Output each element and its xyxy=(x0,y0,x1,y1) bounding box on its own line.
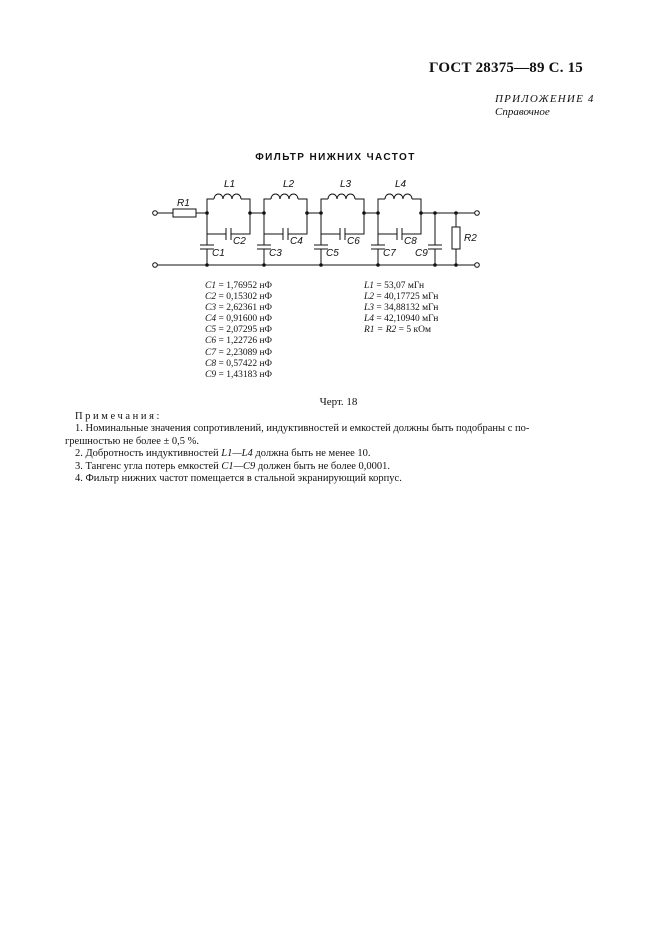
label-l3: L3 xyxy=(340,179,352,190)
label-c6: C6 xyxy=(347,236,360,247)
note-3-range: C1—C9 xyxy=(221,460,256,472)
value-row xyxy=(364,292,438,303)
value-row xyxy=(205,348,272,359)
value-text: = 1,76952 нФ xyxy=(218,281,273,291)
value-name: C5 xyxy=(205,325,217,336)
value-name: L1 xyxy=(364,281,375,291)
input-terminal-top xyxy=(153,211,158,216)
note-2-range: L1—L4 xyxy=(221,448,253,460)
value-name: C4 xyxy=(205,314,217,325)
value-row xyxy=(205,370,272,381)
label-c8: C8 xyxy=(404,236,417,247)
note-4: 4. Фильтр нижних частот помещается в стальной экранирующий корпус. xyxy=(75,473,402,485)
figure-title: ФИЛЬТР НИЖНИХ ЧАСТОТ xyxy=(255,152,416,163)
note-2-suffix: должна быть не менее 10. xyxy=(252,448,371,460)
appendix-label: ПРИЛОЖЕНИЕ 4 xyxy=(495,93,595,105)
output-terminal-top xyxy=(475,211,480,216)
page-header: ГОСТ 28375—89 С. 15 xyxy=(429,60,583,76)
value-row xyxy=(205,336,272,347)
label-r1: R1 xyxy=(177,198,190,209)
value-name: R1 = R2 xyxy=(364,325,397,336)
value-text: = 42,10940 мГн xyxy=(376,314,439,325)
value-text: = 0,57422 нФ xyxy=(218,358,273,369)
note-3-suffix: должен быть не более 0,0001. xyxy=(255,460,391,472)
label-c7: C7 xyxy=(383,248,396,259)
value-text: = 53,07 мГн xyxy=(376,281,425,291)
value-text: = 1,22726 нФ xyxy=(218,336,273,347)
label-c3: C3 xyxy=(269,248,282,259)
appendix-type: Справочное xyxy=(495,106,550,118)
note-1-line-2: грешностью не более ± 0,5 %. xyxy=(65,435,199,447)
notes-section xyxy=(65,411,583,485)
value-row xyxy=(364,303,438,314)
capacitor-values xyxy=(205,281,272,381)
value-text: = 2,23089 нФ xyxy=(218,347,273,358)
value-row xyxy=(364,325,438,336)
value-text: = 0,91600 нФ xyxy=(218,314,273,325)
label-l4: L4 xyxy=(395,179,407,190)
value-name: L2 xyxy=(364,292,375,303)
value-row xyxy=(364,314,438,325)
label-c1: C1 xyxy=(212,248,225,259)
note-2 xyxy=(75,448,583,460)
value-name: C1 xyxy=(205,281,217,291)
value-name: C6 xyxy=(205,336,217,347)
value-text: = 34,88132 мГн xyxy=(376,303,439,314)
label-l1: L1 xyxy=(224,179,236,190)
label-c2: C2 xyxy=(233,236,246,247)
figure-caption: Черт. 18 xyxy=(319,396,358,408)
note-3 xyxy=(75,461,583,473)
value-row xyxy=(205,325,272,336)
resistor-r2 xyxy=(452,227,460,249)
value-text: = 2,07295 нФ xyxy=(218,325,273,336)
value-row xyxy=(205,292,272,303)
value-name: C7 xyxy=(205,347,217,358)
value-text: = 1,43183 нФ xyxy=(218,369,273,380)
low-pass-filter-schematic xyxy=(0,0,661,290)
value-name: C8 xyxy=(205,358,217,369)
value-row xyxy=(205,359,272,370)
value-row xyxy=(205,303,272,314)
label-c9: C9 xyxy=(415,248,428,259)
label-r2: R2 xyxy=(464,233,477,244)
output-terminal-bottom xyxy=(475,263,480,268)
input-terminal-bottom xyxy=(153,263,158,268)
stage-3 xyxy=(314,194,364,265)
value-name: C3 xyxy=(205,303,217,314)
label-l2: L2 xyxy=(283,179,295,190)
label-c5: C5 xyxy=(326,248,339,259)
inductor-l3 xyxy=(328,194,355,199)
value-text: = 5 кОм xyxy=(398,325,432,336)
value-name: C9 xyxy=(205,369,217,380)
stage-2 xyxy=(257,194,307,265)
value-name: L4 xyxy=(364,314,375,325)
inductor-resistor-values xyxy=(364,281,438,336)
value-name: L3 xyxy=(364,303,375,314)
value-row xyxy=(205,281,272,292)
inductor-l4 xyxy=(385,194,412,199)
note-3-prefix: 3. Тангенс угла потерь емкостей xyxy=(75,460,222,472)
value-text: = 0,15302 нФ xyxy=(218,292,273,303)
inductor-l1 xyxy=(214,194,241,199)
stage-1 xyxy=(200,194,250,265)
stage-4 xyxy=(371,194,421,265)
note-1-line-1: 1. Номинальные значения сопротивлений, индуктивностей и емкостей должны быть подобраны с по- xyxy=(75,423,530,435)
inductor-l2 xyxy=(271,194,298,199)
value-text: = 40,17725 мГн xyxy=(376,292,439,303)
value-row xyxy=(364,281,438,292)
value-row xyxy=(205,314,272,325)
load-r2 xyxy=(452,213,460,265)
value-text: = 2,62361 нФ xyxy=(218,303,273,314)
label-c4: C4 xyxy=(290,236,303,247)
value-name: C2 xyxy=(205,292,217,303)
resistor-r1 xyxy=(173,209,196,217)
notes-heading: Примечания: xyxy=(75,411,163,422)
note-2-prefix: 2. Добротность индуктивностей xyxy=(75,448,222,460)
shunt-c9 xyxy=(428,213,442,265)
